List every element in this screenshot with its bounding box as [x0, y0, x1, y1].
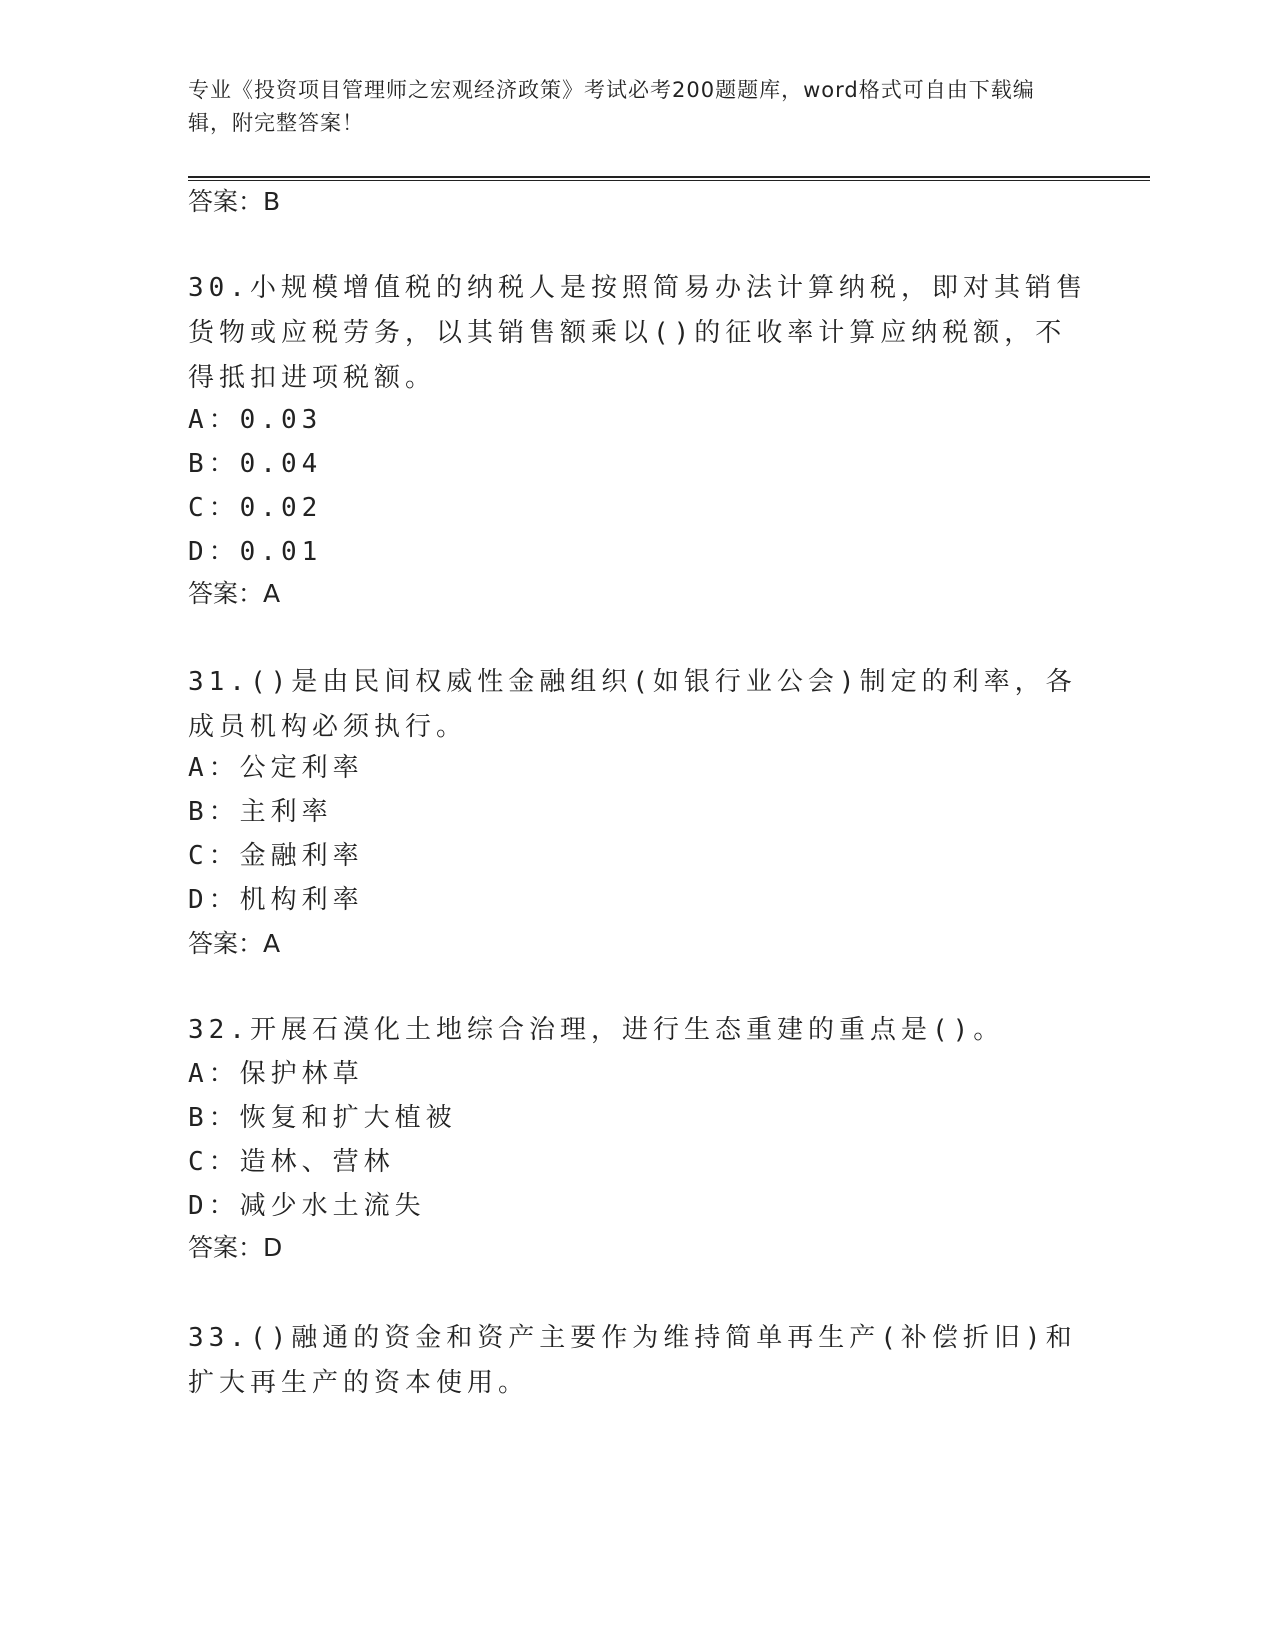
question-31-option-b: B：主利率: [188, 797, 333, 827]
question-30-option-a: A：0.03: [188, 405, 323, 435]
question-31-option-d: D：机构利率: [188, 885, 364, 915]
answer-29: 答案：B: [188, 187, 281, 216]
question-32-option-b: B：恢复和扩大植被: [188, 1103, 457, 1133]
question-32-option-a: A：保护林草: [188, 1059, 364, 1089]
header-divider: [188, 176, 1150, 181]
answer-31: 答案：A: [188, 929, 281, 958]
question-30-option-d: D：0.01: [188, 537, 323, 567]
question-30-option-c: C：0.02: [188, 493, 323, 523]
document-header: 专业《投资项目管理师之宏观经济政策》考试必考200题题库，word格式可自由下载编辑，附完整答案！: [188, 78, 1035, 135]
question-30-stem: 30.小规模增值税的纳税人是按照简易办法计算纳税，即对其销售货物或应税劳务，以其销售额乘以()的征收率计算应纳税额，不得抵扣进项税额。: [188, 273, 1087, 393]
question-31-option-a: A：公定利率: [188, 753, 364, 783]
question-32-option-d: D：减少水土流失: [188, 1191, 426, 1221]
question-30-option-b: B：0.04: [188, 449, 323, 479]
question-32-stem: 32.开展石漠化土地综合治理，进行生态重建的重点是()。: [188, 1015, 1005, 1045]
question-31-stem: 31.()是由民间权威性金融组织(如银行业公会)制定的利率，各成员机构必须执行。: [188, 667, 1077, 742]
answer-32: 答案：D: [188, 1233, 283, 1262]
answer-30: 答案：A: [188, 579, 281, 608]
question-31-option-c: C：金融利率: [188, 841, 364, 871]
question-32-option-c: C：造林、营林: [188, 1147, 395, 1177]
question-33-stem: 33.()融通的资金和资产主要作为维持简单再生产(补偿折旧)和扩大再生产的资本使用。: [188, 1323, 1077, 1398]
